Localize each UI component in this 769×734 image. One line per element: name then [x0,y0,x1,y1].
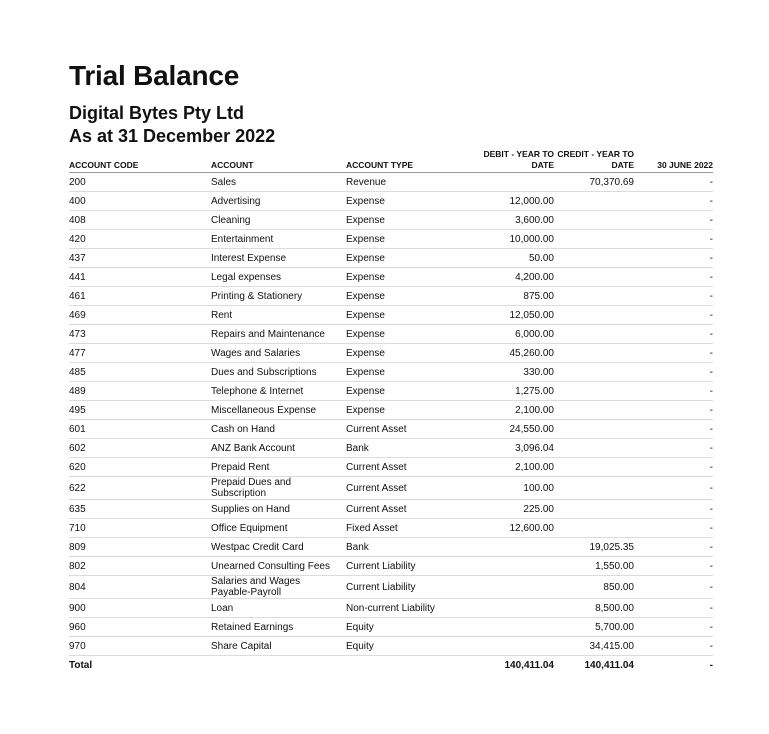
credit-ytd-cell [554,519,634,538]
credit-ytd-cell: 5,700.00 [554,618,634,637]
debit-ytd-cell: 875.00 [476,287,554,306]
table-row [69,401,713,420]
account-type-cell: Expense [346,287,476,306]
table-row [69,173,713,192]
credit-ytd-cell [554,401,634,420]
june-2022-cell: - [634,249,713,268]
debit-ytd-cell: 12,050.00 [476,306,554,325]
column-header-debit-ytd: DEBIT - YEAR TO DATE [476,148,554,173]
account-name-cell: Retained Earnings [211,618,346,637]
debit-ytd-cell: 4,200.00 [476,268,554,287]
credit-ytd-cell [554,382,634,401]
account-type-cell: Expense [346,401,476,420]
debit-ytd-cell: 100.00 [476,477,554,500]
account-code-cell: 461 [69,287,211,306]
report-date: As at 31 December 2022 [69,126,276,146]
debit-ytd-cell: 6,000.00 [476,325,554,344]
credit-ytd-cell [554,287,634,306]
june-2022-cell: - [634,538,713,557]
account-name-cell: Westpac Credit Card [211,538,346,557]
june-2022-cell: - [634,344,713,363]
debit-ytd-cell: 12,000.00 [476,192,554,211]
table-row [69,637,713,656]
june-2022-cell: - [634,268,713,287]
account-type-cell: Current Asset [346,500,476,519]
june-2022-cell: - [634,519,713,538]
june-2022-cell: - [634,325,713,344]
account-code-cell: 622 [69,477,211,500]
june-2022-cell: - [634,618,713,637]
june-2022-cell: - [634,477,713,500]
account-code-cell: 408 [69,211,211,230]
account-name-cell: Loan [211,599,346,618]
table-body [69,173,713,656]
account-name-cell: Interest Expense [211,249,346,268]
debit-ytd-cell: 3,096.04 [476,439,554,458]
table-row [69,458,713,477]
account-name-cell: Sales [211,173,346,192]
table-row [69,268,713,287]
total-credit: 140,411.04 [584,660,634,671]
credit-ytd-cell: 70,370.69 [554,173,634,192]
total-debit: 140,411.04 [504,660,554,671]
credit-ytd-cell: 34,415.00 [554,637,634,656]
account-type-cell: Current Asset [346,477,476,500]
account-type-cell: Expense [346,249,476,268]
account-code-cell: 469 [69,306,211,325]
account-name-cell: Rent [211,306,346,325]
table-row [69,363,713,382]
debit-ytd-cell [476,599,554,618]
account-code-cell: 635 [69,500,211,519]
account-code-cell: 804 [69,576,211,599]
account-type-cell: Expense [346,344,476,363]
account-code-cell: 420 [69,230,211,249]
account-name-cell: Printing & Stationery [211,287,346,306]
table-row [69,344,713,363]
table-row [69,557,713,576]
account-name-cell: Prepaid Rent [211,458,346,477]
june-2022-cell: - [634,599,713,618]
account-name-cell: Telephone & Internet [211,382,346,401]
table-row [69,477,713,500]
account-type-cell: Current Liability [346,576,476,599]
june-2022-cell: - [634,382,713,401]
credit-ytd-cell [554,268,634,287]
account-type-cell: Expense [346,211,476,230]
account-code-cell: 495 [69,401,211,420]
debit-ytd-cell: 24,550.00 [476,420,554,439]
credit-ytd-cell [554,306,634,325]
table-row [69,500,713,519]
credit-ytd-cell [554,192,634,211]
june-2022-cell: - [634,230,713,249]
credit-ytd-cell: 1,550.00 [554,557,634,576]
debit-ytd-cell [476,557,554,576]
credit-ytd-cell [554,230,634,249]
credit-ytd-cell [554,249,634,268]
june-2022-cell: - [634,439,713,458]
debit-ytd-cell: 2,100.00 [476,458,554,477]
account-type-cell: Current Liability [346,557,476,576]
debit-ytd-cell: 330.00 [476,363,554,382]
june-2022-cell: - [634,576,713,599]
account-code-cell: 477 [69,344,211,363]
table-row [69,325,713,344]
account-name-cell: Entertainment [211,230,346,249]
june-2022-cell: - [634,500,713,519]
debit-ytd-cell: 12,600.00 [476,519,554,538]
account-type-cell: Revenue [346,173,476,192]
total-label: Total [69,660,93,671]
credit-ytd-cell [554,420,634,439]
account-name-cell: Salaries and Wages Payable-Payroll [211,576,346,599]
account-name-cell: Prepaid Dues and Subscription [211,477,346,500]
credit-ytd-cell: 19,025.35 [554,538,634,557]
account-code-cell: 489 [69,382,211,401]
table-header-row [69,148,713,173]
account-type-cell: Current Asset [346,420,476,439]
table-row [69,249,713,268]
account-name-cell: Share Capital [211,637,346,656]
total-row [69,656,713,676]
column-header-account: ACCOUNT [211,148,346,173]
june-2022-cell: - [634,637,713,656]
table-row [69,538,713,557]
credit-ytd-cell [554,363,634,382]
account-type-cell: Bank [346,538,476,557]
column-header-30-june-2022: 30 JUNE 2022 [634,148,713,173]
credit-ytd-cell [554,211,634,230]
june-2022-cell: - [634,363,713,382]
debit-ytd-cell: 10,000.00 [476,230,554,249]
total-type-cell [346,656,476,676]
table-row [69,599,713,618]
account-code-cell: 710 [69,519,211,538]
table-row [69,618,713,637]
column-header-account-type: ACCOUNT TYPE [346,148,476,173]
account-name-cell: Wages and Salaries [211,344,346,363]
june-2022-cell: - [634,306,713,325]
account-type-cell: Equity [346,618,476,637]
table-row [69,576,713,599]
account-type-cell: Equity [346,637,476,656]
account-type-cell: Current Asset [346,458,476,477]
credit-ytd-cell [554,458,634,477]
account-name-cell: Office Equipment [211,519,346,538]
account-code-cell: 970 [69,637,211,656]
account-type-cell: Fixed Asset [346,519,476,538]
account-code-cell: 200 [69,173,211,192]
table-row [69,519,713,538]
credit-ytd-cell: 8,500.00 [554,599,634,618]
account-type-cell: Expense [346,192,476,211]
account-code-cell: 602 [69,439,211,458]
account-code-cell: 437 [69,249,211,268]
debit-ytd-cell [476,173,554,192]
account-type-cell: Non-current Liability [346,599,476,618]
account-code-cell: 900 [69,599,211,618]
debit-ytd-cell [476,618,554,637]
account-type-cell: Bank [346,439,476,458]
account-type-cell: Expense [346,230,476,249]
account-name-cell: Legal expenses [211,268,346,287]
debit-ytd-cell: 2,100.00 [476,401,554,420]
account-code-cell: 620 [69,458,211,477]
total-account-cell [211,656,346,676]
table-row [69,382,713,401]
credit-ytd-cell [554,500,634,519]
debit-ytd-cell: 225.00 [476,500,554,519]
account-name-cell: Miscellaneous Expense [211,401,346,420]
june-2022-cell: - [634,401,713,420]
account-name-cell: Supplies on Hand [211,500,346,519]
debit-ytd-cell: 45,260.00 [476,344,554,363]
account-type-cell: Expense [346,382,476,401]
column-header-account-code: ACCOUNT CODE [69,148,211,173]
account-name-cell: Cleaning [211,211,346,230]
june-2022-cell: - [634,287,713,306]
table-row [69,192,713,211]
account-code-cell: 601 [69,420,211,439]
account-type-cell: Expense [346,325,476,344]
account-type-cell: Expense [346,268,476,287]
column-header-credit-ytd: CREDIT - YEAR TO DATE [554,148,634,173]
account-code-cell: 802 [69,557,211,576]
table-row [69,420,713,439]
debit-ytd-cell [476,576,554,599]
credit-ytd-cell [554,344,634,363]
debit-ytd-cell [476,637,554,656]
table-row [69,306,713,325]
account-name-cell: Dues and Subscriptions [211,363,346,382]
credit-ytd-cell: 850.00 [554,576,634,599]
account-code-cell: 441 [69,268,211,287]
account-name-cell: Advertising [211,192,346,211]
debit-ytd-cell [476,538,554,557]
credit-ytd-cell [554,325,634,344]
report-title: Trial Balance [69,60,240,91]
june-2022-cell: - [634,420,713,439]
june-2022-cell: - [634,192,713,211]
debit-ytd-cell: 1,275.00 [476,382,554,401]
account-type-cell: Expense [346,363,476,382]
table-row [69,211,713,230]
account-name-cell: Cash on Hand [211,420,346,439]
total-june: - [709,660,713,671]
june-2022-cell: - [634,557,713,576]
account-code-cell: 809 [69,538,211,557]
credit-ytd-cell [554,477,634,500]
credit-ytd-cell [554,439,634,458]
trial-balance-table [69,148,713,675]
account-code-cell: 473 [69,325,211,344]
debit-ytd-cell: 3,600.00 [476,211,554,230]
account-name-cell: Repairs and Maintenance [211,325,346,344]
company-name: Digital Bytes Pty Ltd [69,103,245,123]
debit-ytd-cell: 50.00 [476,249,554,268]
table-row [69,230,713,249]
account-code-cell: 485 [69,363,211,382]
june-2022-cell: - [634,211,713,230]
june-2022-cell: - [634,458,713,477]
account-type-cell: Expense [346,306,476,325]
account-name-cell: ANZ Bank Account [211,439,346,458]
june-2022-cell: - [634,173,713,192]
account-code-cell: 960 [69,618,211,637]
table-row [69,439,713,458]
account-name-cell: Unearned Consulting Fees [211,557,346,576]
account-code-cell: 400 [69,192,211,211]
table-row [69,287,713,306]
